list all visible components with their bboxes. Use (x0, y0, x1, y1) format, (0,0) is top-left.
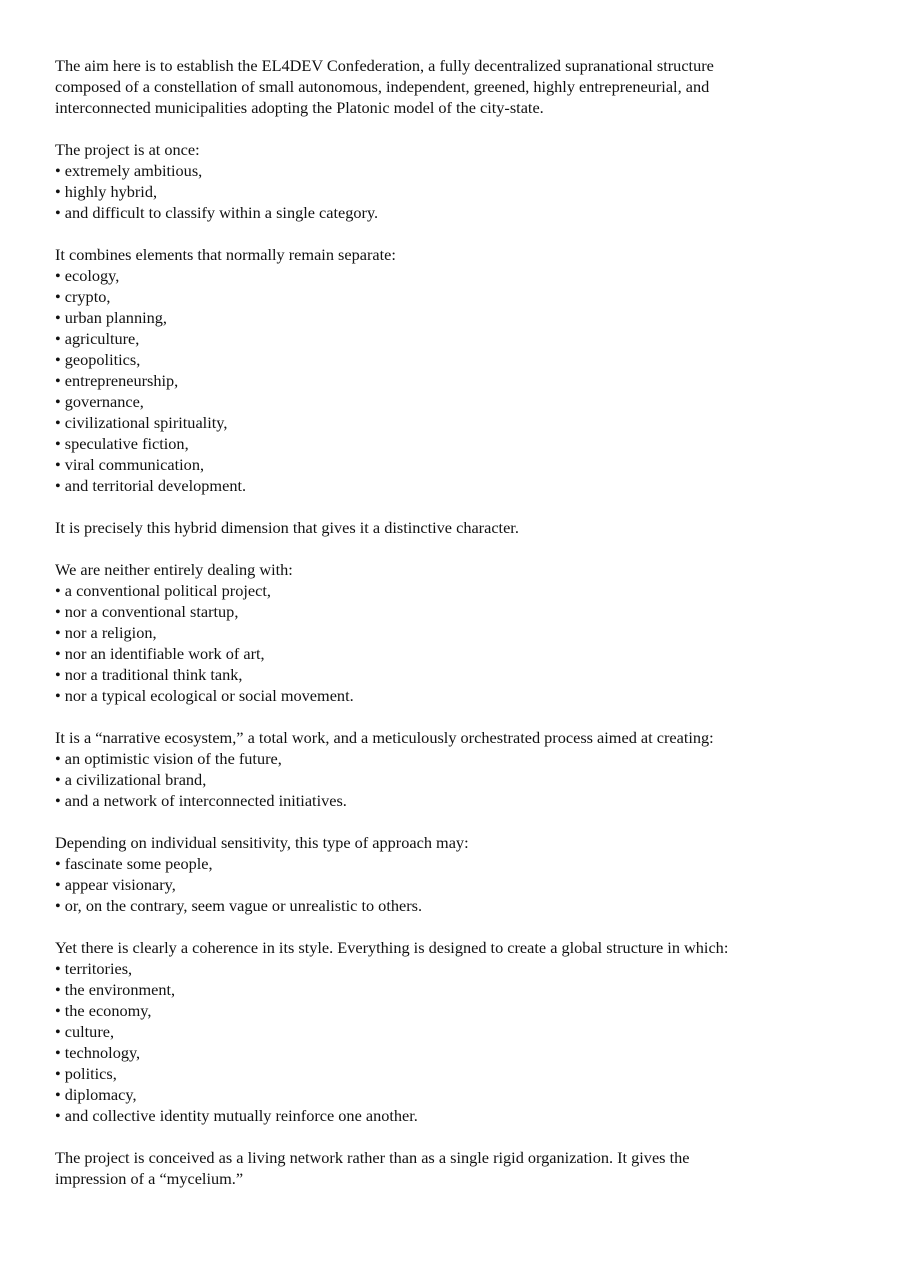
text-line: • agriculture, (55, 329, 140, 348)
text-line: • and territorial development. (55, 476, 247, 495)
text-line: The project is conceived as a living network rather than as a single rigid organization. It gives the (55, 1148, 690, 1167)
text-line: • highly hybrid, (55, 182, 158, 201)
text-line: • nor a religion, (55, 623, 157, 642)
text-line: • entrepreneurship, (55, 371, 179, 390)
text-paragraph (55, 55, 885, 118)
text-line: composed of a constellation of small autonomous, independent, greened, highly entrepreneurial, and (55, 77, 710, 96)
text-paragraph (55, 139, 885, 223)
text-line: • civilizational spirituality, (55, 413, 228, 432)
text-line: • the environment, (55, 980, 176, 999)
text-line: The aim here is to establish the EL4DEV Confederation, a fully decentralized supranational structure (55, 56, 714, 75)
text-line: • territories, (55, 959, 133, 978)
text-line: • nor an identifiable work of art, (55, 644, 265, 663)
text-line: • a conventional political project, (55, 581, 271, 600)
text-line: impression of a “mycelium.” (55, 1169, 244, 1188)
text-line: We are neither entirely dealing with: (55, 560, 293, 579)
text-line: • an optimistic vision of the future, (55, 749, 282, 768)
text-line: • governance, (55, 392, 144, 411)
text-line: • viral communication, (55, 455, 205, 474)
text-line: • nor a traditional think tank, (55, 665, 243, 684)
text-line: • and collective identity mutually reinforce one another. (55, 1106, 418, 1125)
text-line: • fascinate some people, (55, 854, 213, 873)
text-line: • and difficult to classify within a single category. (55, 203, 379, 222)
text-line: • ecology, (55, 266, 120, 285)
text-line: It is a “narrative ecosystem,” a total work, and a meticulously orchestrated process aimed at creating: (55, 728, 714, 747)
text-line: • or, on the contrary, seem vague or unrealistic to others. (55, 896, 423, 915)
document-page (55, 55, 885, 1210)
text-line: • appear visionary, (55, 875, 176, 894)
text-line: • nor a conventional startup, (55, 602, 239, 621)
text-paragraph (55, 517, 885, 538)
text-line: It is precisely this hybrid dimension that gives it a distinctive character. (55, 518, 519, 537)
text-paragraph (55, 244, 885, 496)
text-line: • speculative fiction, (55, 434, 189, 453)
text-line: • extremely ambitious, (55, 161, 203, 180)
text-line: • a civilizational brand, (55, 770, 207, 789)
text-line: • urban planning, (55, 308, 167, 327)
text-paragraph (55, 559, 885, 706)
text-line: • diplomacy, (55, 1085, 137, 1104)
text-line: The project is at once: (55, 140, 200, 159)
text-line: Depending on individual sensitivity, this type of approach may: (55, 833, 469, 852)
text-line: interconnected municipalities adopting the Platonic model of the city-state. (55, 98, 544, 117)
text-paragraph (55, 727, 885, 811)
text-paragraph (55, 832, 885, 916)
text-line: • geopolitics, (55, 350, 141, 369)
text-line: • culture, (55, 1022, 115, 1041)
text-line: Yet there is clearly a coherence in its style. Everything is designed to create a global structure in which: (55, 938, 729, 957)
text-paragraph (55, 1147, 885, 1189)
text-line: • the economy, (55, 1001, 152, 1020)
text-line: • crypto, (55, 287, 111, 306)
text-line: • politics, (55, 1064, 117, 1083)
text-line: It combines elements that normally remain separate: (55, 245, 396, 264)
text-line: • and a network of interconnected initiatives. (55, 791, 347, 810)
text-paragraph (55, 937, 885, 1126)
text-line: • nor a typical ecological or social movement. (55, 686, 354, 705)
text-line: • technology, (55, 1043, 141, 1062)
